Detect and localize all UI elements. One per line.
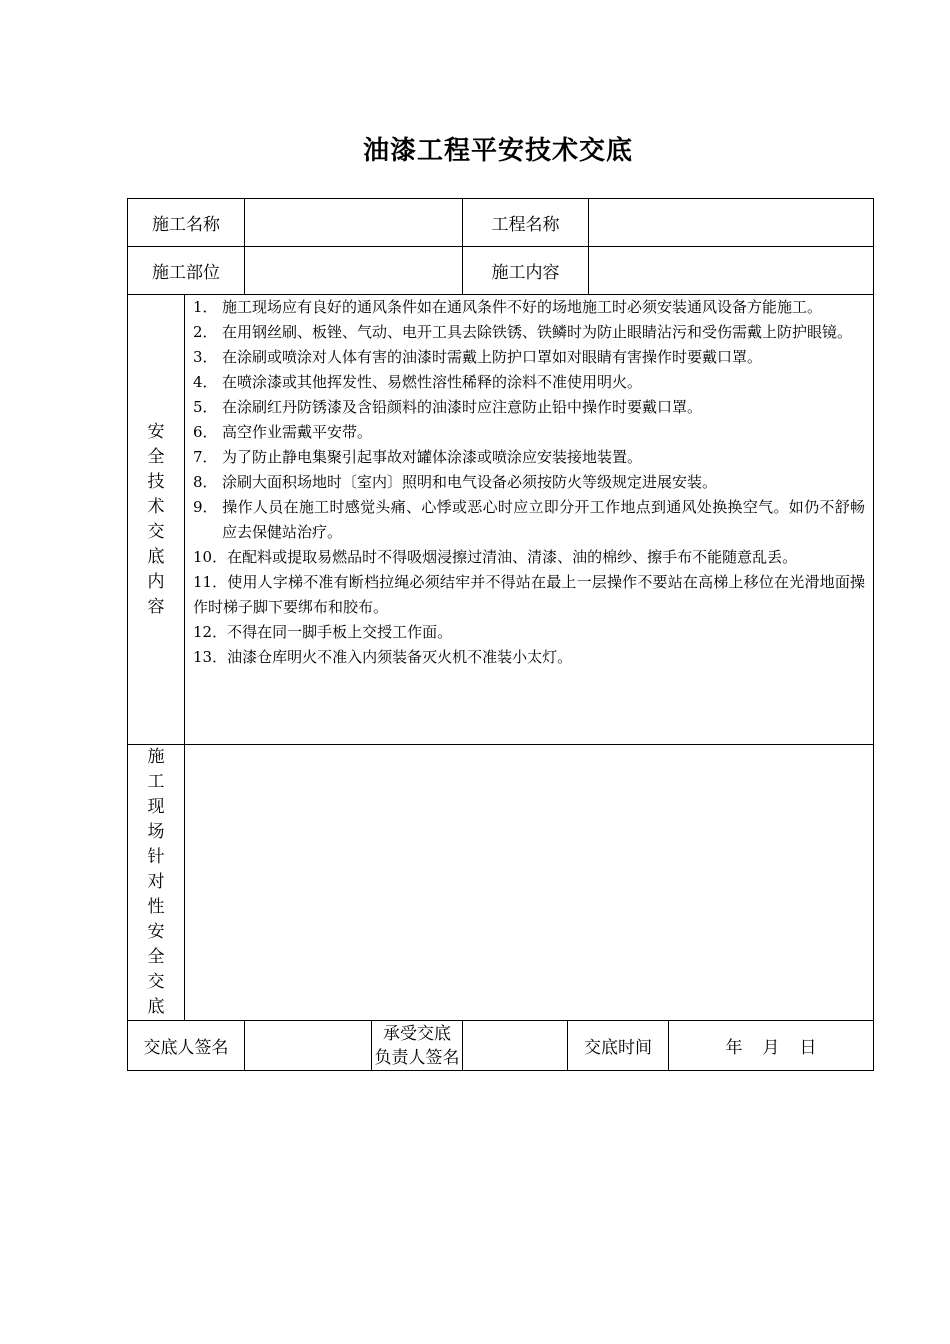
- receiver-label-line1: 承受交底: [383, 1023, 451, 1044]
- receiver-signature-field[interactable]: [463, 1021, 568, 1071]
- label-char: 交: [147, 521, 165, 542]
- label-char: 施: [147, 747, 165, 767]
- item-number: 8．: [193, 473, 218, 491]
- safety-item: [193, 545, 865, 570]
- item-number: 2．: [193, 323, 218, 341]
- project-name-field[interactable]: [245, 199, 463, 247]
- label-char: 交: [147, 972, 165, 992]
- label-char: 安: [147, 922, 165, 942]
- receiver-label-line2: 负责人签名: [374, 1047, 460, 1068]
- date-month: 月: [762, 1038, 780, 1058]
- safety-item: [193, 295, 865, 320]
- location-field[interactable]: [245, 247, 463, 295]
- presenter-signature-label: 交底人签名: [128, 1021, 245, 1071]
- item-text: 为了防止静电集聚引起事故对罐体涂漆或喷涂应安装接地装置。: [222, 448, 643, 466]
- label-char: 全: [147, 947, 165, 967]
- label-char: 安: [147, 421, 165, 442]
- handover-time-label: 交底时间: [568, 1021, 669, 1071]
- content-label: 施工内容: [463, 247, 589, 295]
- label-char: 全: [147, 446, 165, 467]
- location-label: 施工部位: [128, 247, 245, 295]
- document-title: 油漆工程平安技术交底: [362, 136, 633, 166]
- project-name-label: 施工名称: [128, 199, 245, 247]
- label-char: 性: [147, 897, 165, 917]
- receiver-signature-label: [372, 1021, 463, 1071]
- safety-item: [193, 320, 865, 345]
- safety-item: [193, 470, 865, 495]
- label-char: 现: [147, 797, 165, 817]
- safety-content-label: [128, 295, 185, 745]
- safety-item: [193, 370, 865, 395]
- item-number: 3．: [193, 348, 218, 366]
- item-text: 不得在同一脚手板上交授工作面。: [227, 623, 453, 641]
- item-number: 9．: [193, 498, 218, 516]
- item-number: 4．: [193, 373, 218, 391]
- item-number: 5．: [193, 398, 218, 416]
- safety-item: [193, 570, 865, 620]
- safety-item: [193, 645, 865, 670]
- label-char: 底: [147, 997, 165, 1017]
- item-text: 在用钢丝刷、板锉、气动、电开工具去除铁锈、铁鳞时为防止眼睛沾污和受伤需戴上防护眼镜。: [222, 323, 853, 341]
- item-text: 涂刷大面积场地时〔室内〕照明和电气设备必须按防火等级规定进展安装。: [222, 473, 718, 491]
- onsite-handover-label: [128, 745, 185, 1021]
- safety-items: [185, 295, 874, 745]
- handover-form: [127, 198, 874, 1071]
- engineering-name-label: 工程名称: [463, 199, 589, 247]
- item-number: 7．: [193, 448, 218, 466]
- item-text: 施工现场应有良好的通风条件如在通风条件不好的场地施工时必须安装通风设备方能施工。: [222, 298, 823, 316]
- item-text: 在配料或提取易燃品时不得吸烟浸擦过清油、清漆、油的棉纱、擦手布不能随意乱丢。: [227, 548, 798, 566]
- safety-item: [193, 420, 865, 445]
- item-number: 12．: [193, 623, 228, 641]
- label-char: 技: [147, 471, 165, 492]
- content-field[interactable]: [589, 247, 874, 295]
- label-char: 容: [147, 596, 165, 617]
- label-char: 工: [147, 772, 165, 792]
- item-number: 13．: [193, 648, 228, 666]
- label-char: 针: [147, 847, 165, 867]
- item-text: 使用人字梯不准有断档拉绳必须结牢并不得站在最上一层操作不要站在高梯上移位在光滑地面操作时梯子脚下要绑布和胶布。: [193, 573, 866, 616]
- label-char: 场: [147, 822, 165, 842]
- safety-item: [193, 445, 865, 470]
- item-text: 在喷涂漆或其他挥发性、易燃性溶性稀释的涂料不准使用明火。: [222, 373, 643, 391]
- item-number: 6．: [193, 423, 218, 441]
- item-text: 在涂刷或喷涂对人体有害的油漆时需戴上防护口罩如对眼睛有害操作时要戴口罩。: [222, 348, 763, 366]
- item-text: 高空作业需戴平安带。: [222, 423, 373, 441]
- safety-item: [193, 620, 865, 645]
- item-number: 1．: [193, 298, 218, 316]
- handover-date-field[interactable]: [669, 1021, 874, 1071]
- date-day: 日: [799, 1038, 817, 1058]
- engineering-name-field[interactable]: [589, 199, 874, 247]
- date-year: 年: [725, 1038, 743, 1058]
- onsite-handover-field[interactable]: [185, 745, 874, 1021]
- safety-item: [193, 395, 865, 420]
- item-number: 11．: [193, 573, 228, 591]
- item-number: 10．: [193, 548, 228, 566]
- label-char: 底: [147, 546, 165, 567]
- presenter-signature-field[interactable]: [245, 1021, 372, 1071]
- label-char: 对: [147, 872, 165, 892]
- item-text: 在涂刷红丹防锈漆及含铅颜料的油漆时应注意防止铅中操作时要戴口罩。: [222, 398, 703, 416]
- safety-item: [193, 345, 865, 370]
- safety-item: [193, 495, 865, 545]
- label-char: 术: [147, 496, 165, 517]
- item-text: 油漆仓库明火不准入内须装备灭火机不准装小太灯。: [227, 648, 573, 666]
- label-char: 内: [147, 571, 165, 592]
- item-text: 操作人员在施工时感觉头痛、心悸或恶心时应立即分开工作地点到通风处换换空气。如仍不舒畅应去保健站治疗。: [222, 498, 866, 541]
